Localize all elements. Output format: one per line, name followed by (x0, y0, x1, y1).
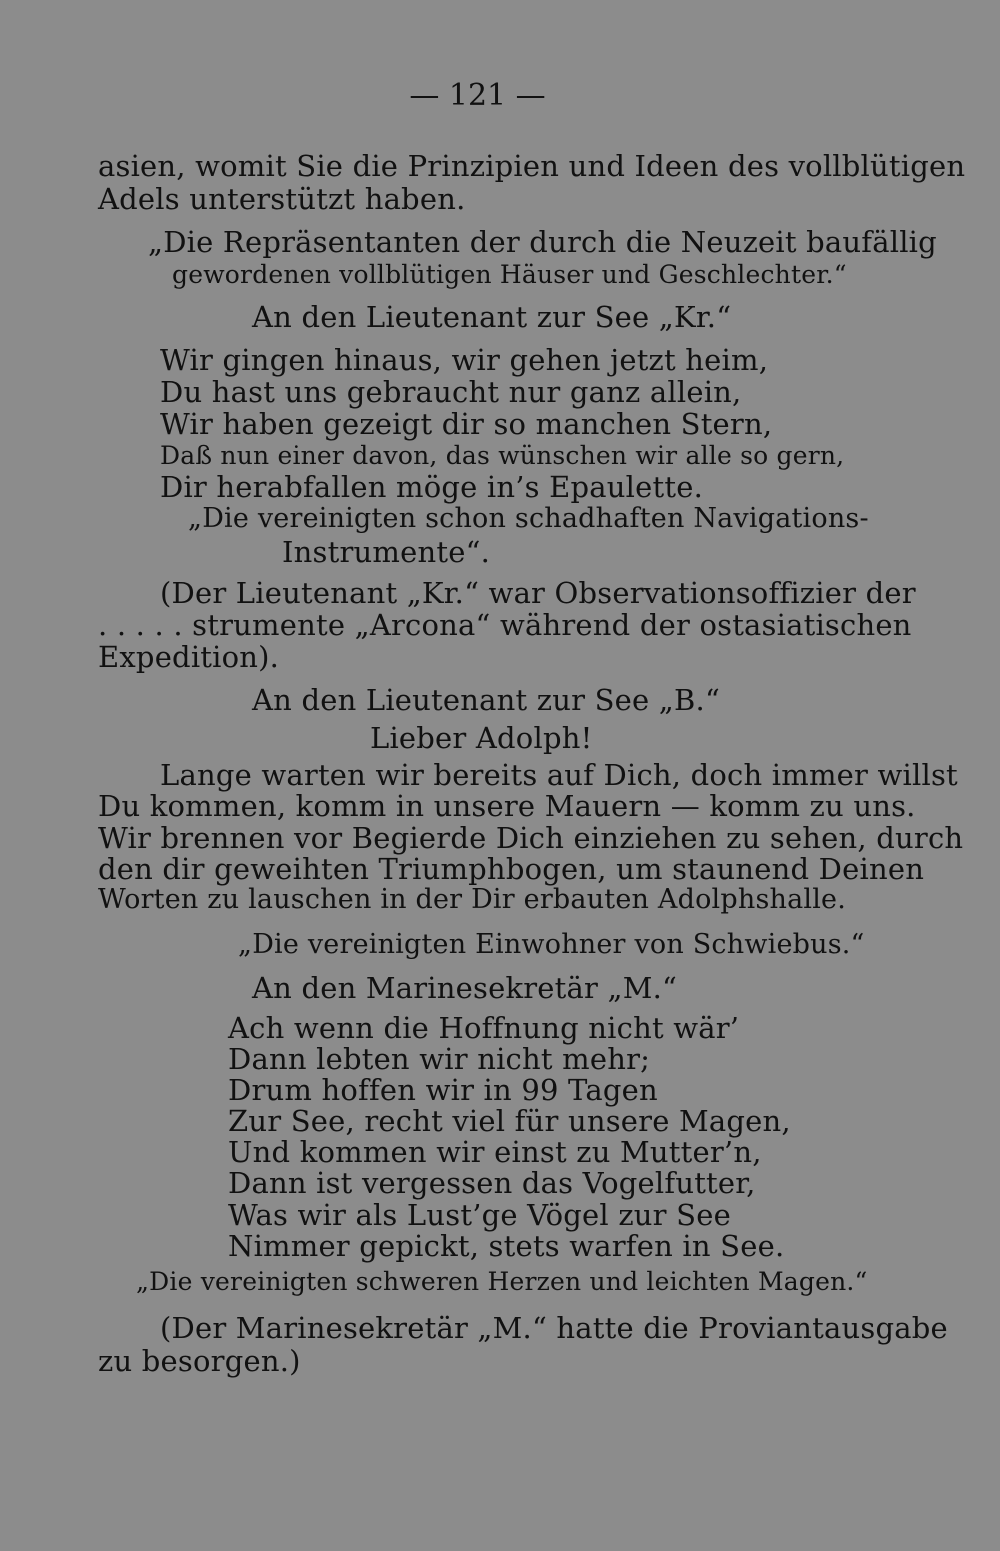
verse-line: Dann ist vergessen das Vogelfutter, (228, 1166, 756, 1200)
text-line: „Die Repräsentanten der durch die Neuzeit baufällig (148, 225, 937, 259)
verse-line: Ach wenn die Hoffnung nicht wär’ (228, 1011, 740, 1045)
text-line: (Der Lieutenant „Kr.“ war Observationsoffizier der (160, 576, 916, 610)
text-line: gewordenen vollblütigen Häuser und Geschlechter.“ (172, 260, 847, 289)
verse-line: Dann lebten wir nicht mehr; (228, 1042, 651, 1076)
heading-line: An den Lieutenant zur See „Kr.“ (252, 300, 732, 334)
text-line: „Die vereinigten Einwohner von Schwiebus.“ (238, 929, 865, 960)
verse-line: Und kommen wir einst zu Mutter’n, (228, 1135, 762, 1169)
verse-line: Nimmer gepickt, stets warfen in See. (228, 1229, 785, 1263)
text-line: Du kommen, komm in unsere Mauern — komm zu uns. (98, 789, 916, 823)
text-line: Expedition). (98, 640, 280, 674)
heading-line: Lieber Adolph! (370, 721, 593, 755)
text-line: Adels unterstützt haben. (98, 182, 466, 216)
text-line: Lange warten wir bereits auf Dich, doch immer willst (160, 758, 958, 792)
verse-line: Drum hoffen wir in 99 Tagen (228, 1073, 658, 1107)
verse-line: Dir herabfallen möge in’s Epaulette. (160, 470, 703, 504)
verse-line: Wir haben gezeigt dir so manchen Stern, (160, 407, 773, 441)
text-line: Wir brennen vor Begierde Dich einziehen zu sehen, durch (98, 821, 964, 855)
text-line: Worten zu lauschen in der Dir erbauten Adolphshalle. (98, 884, 847, 915)
text-line: (Der Marinesekretär „M.“ hatte die Proviantausgabe (160, 1311, 948, 1345)
text-line: „Die vereinigten schon schadhaften Navigations- (188, 503, 869, 534)
verse-line: Wir gingen hinaus, wir gehen jetzt heim, (160, 343, 769, 377)
text-line: . . . . . strumente „Arcona“ während der ostasiatischen (98, 608, 912, 642)
verse-line: Du hast uns gebraucht nur ganz allein, (160, 375, 742, 409)
verse-line: Daß nun einer davon, das wünschen wir alle so gern, (160, 441, 845, 470)
page-number: — 121 — (409, 78, 546, 113)
heading-line: An den Lieutenant zur See „B.“ (252, 683, 720, 717)
text-line: asien, womit Sie die Prinzipien und Ideen des vollblütigen (98, 149, 966, 183)
verse-line: Zur See, recht viel für unsere Magen, (228, 1104, 791, 1138)
text-line: „Die vereinigten schweren Herzen und leichten Magen.“ (136, 1267, 868, 1296)
heading-line: An den Marinesekretär „M.“ (252, 971, 678, 1005)
text-line: Instrumente“. (282, 535, 491, 569)
verse-line: Was wir als Lust’ge Vögel zur See (228, 1198, 731, 1232)
text-line: zu besorgen.) (98, 1344, 301, 1378)
text-line: den dir geweihten Triumphbogen, um staunend Deinen (98, 852, 925, 886)
